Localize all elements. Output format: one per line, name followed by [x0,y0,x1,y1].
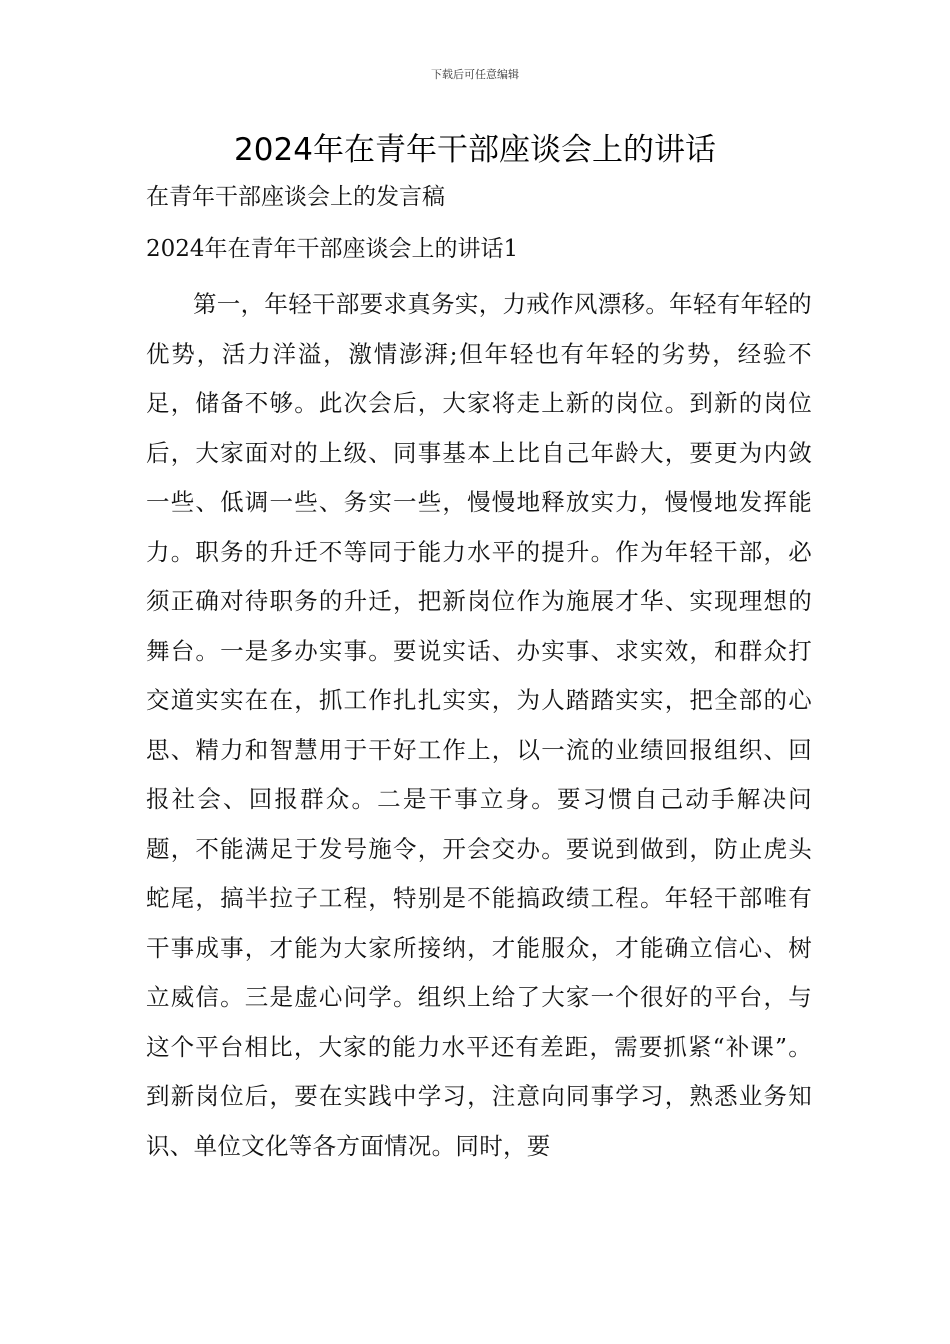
document-title: 2024年在青年干部座谈会上的讲话 [234,132,716,168]
subheading-speech-draft: 在青年干部座谈会上的发言稿 [146,184,445,210]
header-note: 下载后可任意编辑 [431,68,519,81]
body-paragraph: 第一，年轻干部要求真务实，力戒作风漂移。年轻有年轻的优势，活力洋溢，激情澎湃;但年轻也有年轻的劣势，经验不足，储备不够。此次会后，大家将走上新的岗位。到新的岗位后，大家面对的上级、同事基本上比自己年龄大，要更为内敛一些、低调一些、务实一些，慢慢地释放实力，慢慢地发挥能力。职务的升迁不等同于能力水平的提升。作为年轻干部，必须正确对待职务的升迁，把新岗位作为施展才华、实现理想的舞台。一是多办实事。要说实话、办实事、求实效，和群众打交道实实在在，抓工作扎扎实实，为人踏踏实实，把全部的心思、精力和智慧用于干好工作上，以一流的业绩回报组织、回报社会、回报群众。二是干事立身。要习惯自己动手解决问题，不能满足于发号施令，开会交办。要说到做到，防止虎头蛇尾，搞半拉子工程，特别是不能搞政绩工程。年轻干部唯有干事成事，才能为大家所接纳，才能服众，才能确立信心、树立威信。三是虚心问学。组织上给了大家一个很好的平台，与这个平台相比，大家的能力水平还有差距，需要抓紧“补课”。到新岗位后，要在实践中学习，注意向同事学习，熟悉业务知识、单位文化等各方面情况。同时，要 [146,290,812,1160]
subheading-speech-1: 2024年在青年干部座谈会上的讲话1 [146,236,519,262]
